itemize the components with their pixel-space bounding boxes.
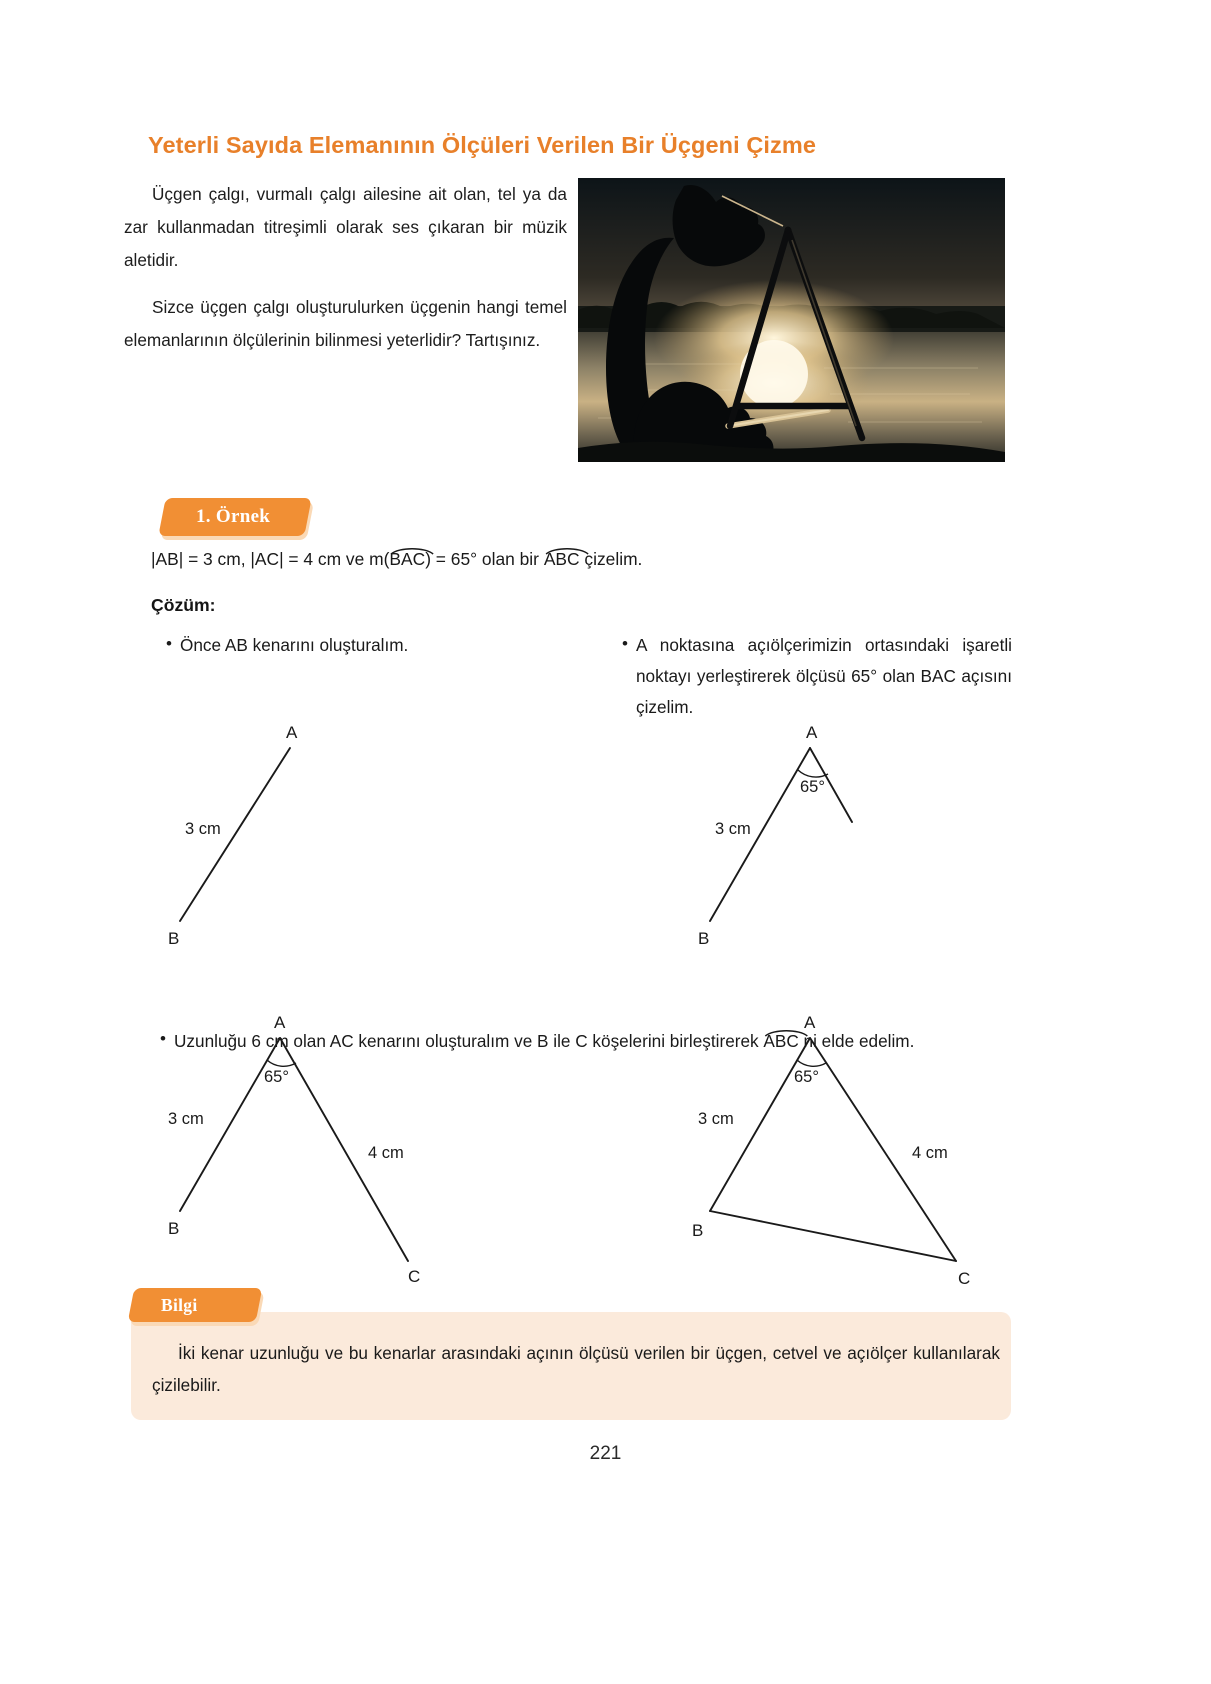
info-badge	[131, 1288, 259, 1322]
diagram4-vertex-c: C	[958, 1269, 971, 1288]
diagram-closed-triangle	[680, 1006, 1000, 1296]
bullet-3-part-2: ni elde edelim.	[798, 1031, 915, 1051]
intro-paragraph-2: Sizce üçgen çalgı oluşturulurken üçgenin hangi temel elemanlarının ölçülerinin bilinmesi yeterlidir? Tartışınız.	[124, 297, 567, 350]
diagram2-angle: 65°	[800, 778, 825, 796]
statement-part-2: ) = 65° olan bir	[425, 549, 544, 569]
diagram2-side-ab: 3 cm	[715, 820, 751, 838]
diagram2-vertex-b: B	[698, 929, 710, 948]
solution-bullet-1	[166, 630, 566, 661]
solution-bullet-2	[622, 630, 1012, 723]
arc-icon	[389, 539, 425, 560]
diagram-angle-at-a	[680, 716, 940, 946]
bullet-3-part-1: Uzunluğu 6 cm olan AC kenarını oluşturalım ve B ile C köşelerini birleştirerek	[174, 1031, 764, 1051]
diagram4-vertex-a: A	[804, 1013, 816, 1032]
diagram3-angle: 65°	[264, 1068, 289, 1086]
triangle-instrument-photo	[578, 178, 1005, 462]
diagram3-vertex-b: B	[168, 1219, 180, 1238]
diagram3-side-ac: 4 cm	[368, 1144, 404, 1162]
diagram3-side-ab: 3 cm	[168, 1110, 204, 1128]
diagram4-vertex-b: B	[692, 1221, 704, 1240]
solution-bullet-1-text: Önce AB kenarını oluşturalım.	[180, 635, 409, 655]
angle-abc-notation	[544, 548, 580, 570]
diagram4-side-ab: 3 cm	[698, 1110, 734, 1128]
intro-text-column	[124, 178, 567, 357]
diagram-open-triangle	[150, 1006, 470, 1296]
info-badge-label: Bilgi	[161, 1294, 198, 1315]
angle-abc-label: ABC	[543, 549, 580, 569]
angle-bac-label: BAC	[389, 549, 426, 569]
diagram-segment-ab	[150, 716, 410, 946]
statement-part-3: çizelim.	[579, 549, 643, 569]
bullet-3-angle-label: ABC	[763, 1031, 799, 1051]
page-number: 221	[589, 1443, 622, 1464]
diagram4-side-ac: 4 cm	[912, 1144, 948, 1162]
diagram1-vertex-b: B	[168, 929, 180, 948]
example-badge-label: 1. Örnek	[196, 506, 271, 527]
diagram1-side-ab: 3 cm	[185, 820, 221, 838]
statement-part-1: |AB| = 3 cm, |AC| = 4 cm ve m(	[151, 549, 390, 569]
solution-bullet-2-text: A noktasına açıölçerimizin ortasındaki işaretli noktayı yerleştirerek ölçüsü 65° olan BAC açısını çizelim.	[636, 635, 1012, 717]
diagram1-vertex-a: A	[286, 723, 298, 742]
bullet-dot-icon: •	[622, 634, 628, 653]
bullet-dot-icon: •	[166, 634, 172, 653]
diagram3-vertex-c: C	[408, 1267, 421, 1286]
bullet-dot-icon: •	[160, 1029, 166, 1048]
page-title: Yeterli Sayıda Elemanının Ölçüleri Verilen Bir Üçgeni Çizme	[148, 132, 817, 158]
info-box-text: İki kenar uzunluğu ve bu kenarlar arasındaki açının ölçüsü verilen bir üçgen, cetvel ve açıölçer kullanılarak çizilebilir.	[152, 1343, 1000, 1395]
example-statement	[151, 548, 642, 570]
example-badge	[162, 498, 308, 536]
diagram4-angle: 65°	[794, 1068, 819, 1086]
diagram3-vertex-a: A	[274, 1013, 286, 1032]
arc-icon	[544, 539, 580, 560]
diagram2-vertex-a: A	[806, 723, 818, 742]
angle-bac-notation	[389, 548, 425, 570]
solution-label: Çözüm:	[151, 595, 216, 615]
intro-paragraph-1: Üçgen çalgı, vurmalı çalgı ailesine ait olan, tel ya da zar kullanmadan titreşimli olarak ses çıkaran bir müzik aletidir.	[124, 184, 567, 270]
